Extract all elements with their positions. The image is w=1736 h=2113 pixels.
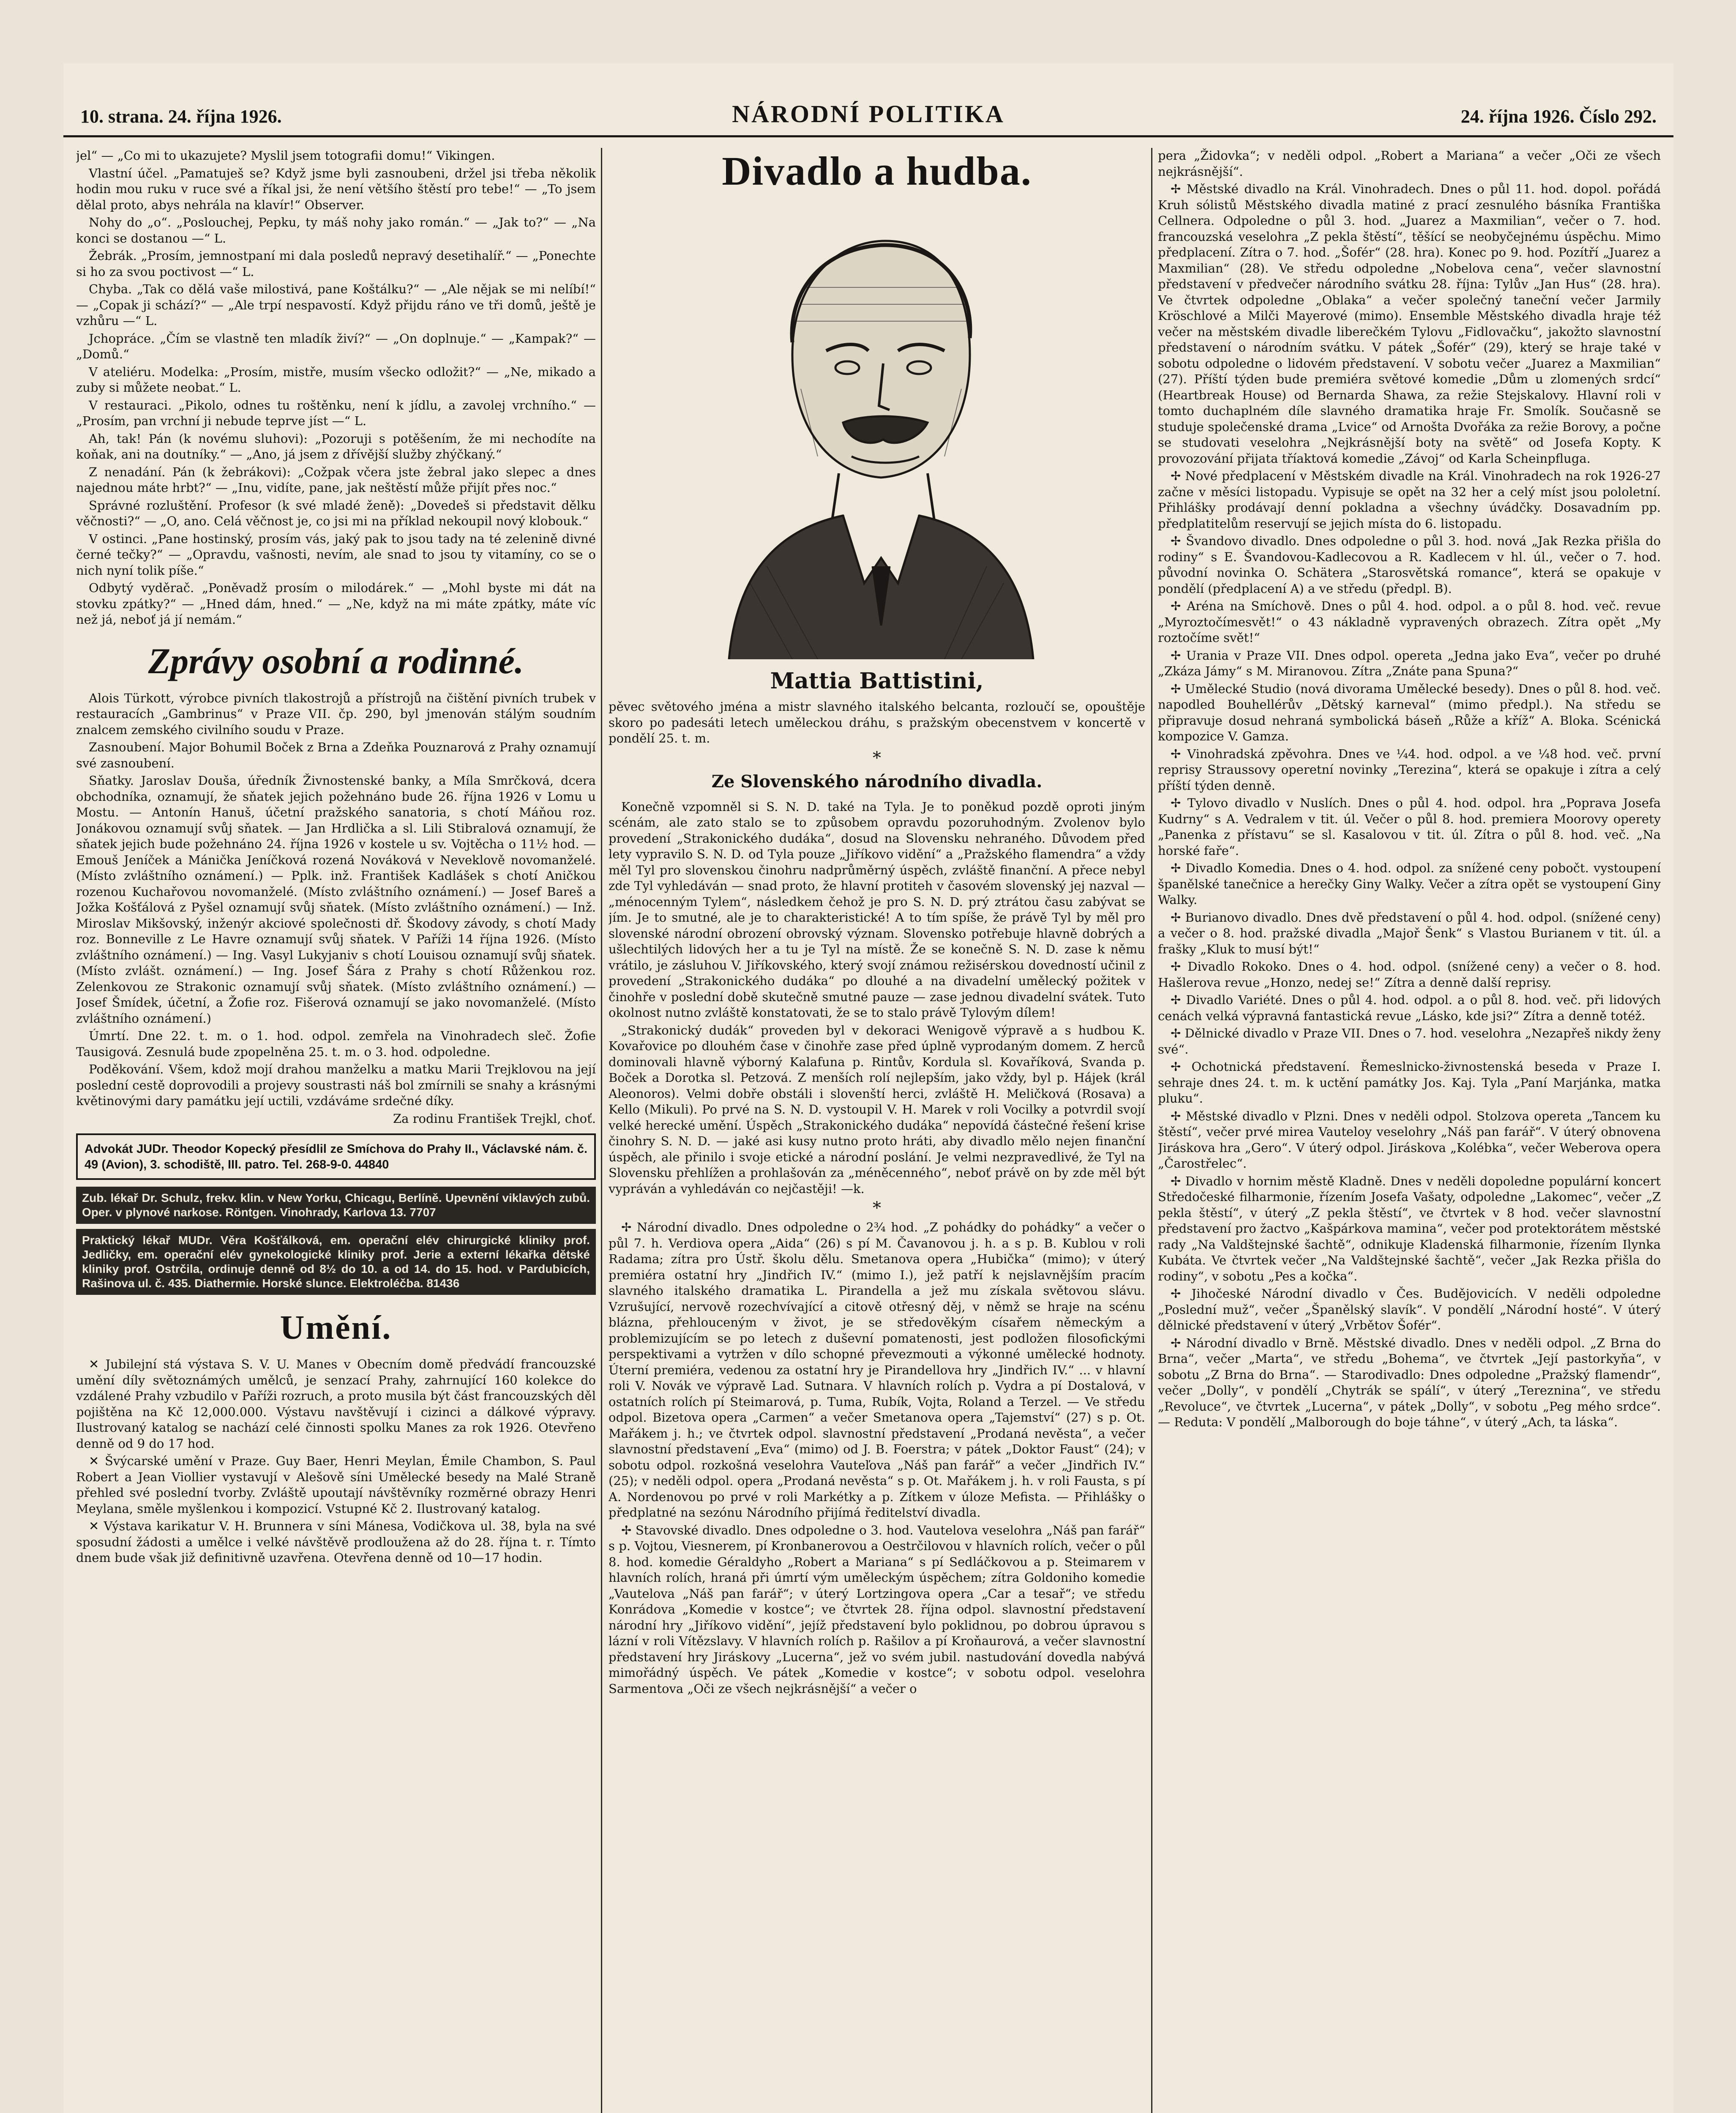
theatre-paragraph: ✢ Nové předplacení v Městském divadle na Král. Vinohradech na rok 1926-27 začne v měsíci listopadu. Vypisuje se opět na 32 her a celý míst jsou pololetní. Přihlášky prodávají denní pokladna a všechny úvádčky. Dosavadním pp. předplatitelům reservují se jejich místa do 6. listopadu. — [1158, 469, 1661, 531]
theatre-paragraph: ✢ Umělecké Studio (nová divorama Umělecké besedy). Dnes o půl 8. hod. več. napodled Bouhellérův „Dětský karneval“ (mimo předpl.). Na středu se připravuje dosud nehraná symbolická báseň „Růže a kříž“ A. Bloka. Scénická kompozice V. Gamza. — [1158, 681, 1661, 743]
theatre-paragraph: ✢ Tylovo divadlo v Nuslích. Dnes o půl 4. hod. odpol. hra „Poprava Josefa Kudrny“ s A. Vedralem v tit. úl. Večer o půl 8. hod. premiera Moorovy operety „Panenka z přístavu“ se sl. Kasalovou v tit. úl. Zítra o půl 8. hod. več. „Na horské faře“. — [1158, 796, 1661, 858]
theatre-paragraph: ✢ Národní divadlo. Dnes odpoledne o 2¾ hod. „Z pohádky do pohádky“ a večer o půl 7. h. Verdiova opera „Aida“ (26) s pí M. Čavanovou j. h. a s p. B. Kublou v roli Radama; zítra pro Ústř. školu dělu. Smetanova opera „Hubička“ (mimo); v úterý premiéra ostatní hry „Jindřich IV.“ (mimo I.), jež patří k nejslavnějším pracím slavného italského dramatika L. Pirandella a jež mu získala světovou slávu. Vzrušující, nervově rozechvívající a citově otřesný děj, v němž se hraje na scénu blázna, přehlouceným v život, je se středověkým císařem německým a problemizujícím se po letech z duševní pomatenosti, jest podložen filosofickými perspektivami a vytržen v dílo schopné převezmouti a výkonné umělecké hodnoty. Úterní premiéra, vedenou za ostatní hry je Pirandellova hry „Jindřich IV.“ ... v hlavní roli V. Novák ve výpravě Lad. Sutnara. V hlavních rolích p. Vydra a pí Dostalová, v ostatních rolích pí Steimarová, p. Tuma, Rubík, Vojta, Roland a Terzel. — Ve středu odpol. Bizetova opera „Carmen“ a večer Smetanova opera „Tajemství“ (27) s p. Ot. Mařákem j. h.; ve čtvrtek odpol. slavnostní představení „Prodaná nevěsta“, a večer slavnostní představení „Eva“ (mimo) od J. B. Foerstra; v pátek „Doktor Faust“ (24); v sobotu odpol. rozkošná veselohra Vauteľova „Náš pan farář“ a večer „Jindřich IV.“ (25); v neděli odpol. opera „Prodaná nevěsta“ s p. Ot. Mařákem j. h. v roli Fausta, s pí A. Nordenovou po prvé v roli Markétky a p. Zítkem v úloze Mefista. — Přihlášky o předplatné na sezónu Národního přijímá ředitelství divadla. — [609, 1220, 1145, 1520]
section-title-personal-news: Zprávy osobní a rodinné. — [148, 640, 524, 681]
column-rule — [1151, 148, 1152, 2113]
joke-paragraph: Z nenadání. Pán (k žebrákovi): „Cožpak včera jste žebral jako slepec a dnes najednou máte hrbt?“ — „Inu, vidíte, pane, jak neštěstí může přijít přes noc.“ — [76, 464, 596, 495]
theatre-paragraph: ✢ Ochotnická představení. Řemeslnicko-živnostenská beseda v Praze I. sehraje dnes 24. t. m. k uctění památky Jos. Kaj. Tyla „Paní Marjánka, matka pluku“. — [1158, 1059, 1661, 1106]
joke-paragraph: jel“ — „Co mi to ukazujete? Myslil jsem totografii domu!“ Vikingen. — [76, 148, 495, 163]
section-separator: * — [873, 1198, 881, 1218]
family-notice: Zasnoubení. Major Bohumil Boček z Brna a Zdeňka Pouznarová z Prahy oznamují své zasnoubení. — [76, 740, 596, 770]
family-notice: Poděkování. Všem, kdož mojí drahou manželku a matku Marii Trejklovou na její poslední cestě doprovodili a projevy soustrasti náš bol zmírnili se snahy a krásnými květinovými dary památku její uctili, vzdáváme srdečné díky. — [76, 1062, 596, 1108]
joke-paragraph: Nohy do „o“. „Poslouchej, Pepku, ty máš nohy jako román.“ — „Jak to?“ — „Na konci se dostanou —“ L. — [76, 215, 596, 246]
theatre-paragraph: ✢ Divadlo Komedia. Dnes o 4. hod. odpol. za snížené ceny pobočt. vystoupení španělské tanečnice a herečky Giny Walky. Večer a zítra opět se vystoupení Giny Walky. — [1158, 861, 1661, 907]
theatre-paragraph: ✢ Dělnické divadlo v Praze VII. Dnes o 7. hod. veselohra „Nezapřeš nikdy ženy své“. — [1158, 1026, 1661, 1056]
theatre-paragraph: Konečně vzpomněl si S. N. D. také na Tyla. Je to poněkud pozdě oproti jiným scénám, ale zato stalo se to způsobem opravdu pozoruhodným. Zvolenov bylo provedení „Strakonického dudáka“, dosud na Slovensku nehraného. Důvodem před lety vypravilo S. N. D. od Tyla pouze „Jiříkovo vidění“ a „Pražského flamendra“ a vždy měl Tyl pro slovenskou činohru nadprůměrný úspěch, zvláště finanční. A přece nebyl zde Tyl vyhledáván — snad proto, že hlavní protiteh v časovém slovenský jej nazval — „ménocenným Tylem“, následkem čehož je pro S. N. D. prý ztrátou času zabývat se jím. Je to smutné, ale je to charakteristické! A to tím spíše, že právě Tyl by měl pro slovenské národní obrození obrovský význam. Slovensko potřebuje hlavně dobrých a ušlechtilých lidových her a tu je Tyl na místě. Že se konečně S. N. D. zase k němu vrátilo, je zásluhou V. Jiříkovského, který svojí známou režisérskou dovedností učinil z provedení „Strakonického dudáka“ po dlouhé a na divadelní umělecký požitek v činohře v poslední době skutečně smutné pauze — zase jednou divadelní svátek. Tuto okolnost nutno zvláště konstatovati, že se to stalo právě Tylovým dílem! — [609, 799, 1145, 1020]
section-title-art: Umění. — [280, 1309, 392, 1346]
theatre-paragraph: ✢ Divadlo v hornim městě Kladně. Dnes v neděli dopoledne populární koncert Středočeské filharmonie, řízením Josefa Vašaty, odpoledne „Lakomec“, večer „Z pekla štěstí“, v úterý „Z pekla štěstí“, ve čtvrtek v 8 hod. večer slavnostní představení pro žactvo „Kašpárkova mamina“, večer pod protektorátem městské rady „Na Valdštejnské šachtě“, odnikuje Kladenská filharmonie, řízením Ilynka Kubáta. Ve čtvrtek večer „Na Valdštejnské šachtě“, večer „Jak Rezka přišla do rodiny“, v sobotu „Pes a kočka“. — [1158, 1174, 1661, 1283]
header-page-date: 10. strana. 24. října 1926. — [80, 106, 282, 127]
family-signature: Za rodinu František Trejkl, choť. — [393, 1111, 596, 1126]
portrait-description: pěvec světového jména a mistr slavného italského belcanta, rozloučí se, opouštěje skoro po padesáti letech uměleckou dráhu, s pražským obecenstvem v koncertě v pondělí 25. t. m. — [609, 699, 1145, 745]
newspaper-masthead: NÁRODNÍ POLITIKA — [732, 100, 1005, 128]
column-rule — [601, 148, 602, 2113]
section-separator: * — [873, 748, 881, 768]
joke-paragraph: Vlastní účel. „Pamatuješ se? Když jsme byli zasnoubeni, držel jsi třeba několik hodin mou ruku v ruce své a říkal jsi, že není většího štěstí pro tebe!“ — „To jsem dělal proto, abys nehrála na klavír!“ Observer. — [76, 166, 596, 212]
art-paragraph: ✕ Švýcarské umění v Praze. Guy Baer, Henri Meylan, Émile Chambon, S. Paul Robert a Jean Viollier vystavují v Alešově síni Umělecké besedy na Malé Straně přehled své poslední tvorby. Zvláště upoutají návštěvníky rozměrné obrazy Henri Meylana, směle myšlenkou i kompozicí. Vstupné Kč 2. Ilustrovaný katalog. — [76, 1454, 596, 1516]
ad-lawyer-text: Advokát JUDr. Theodor Kopecký přesídlil ze Smíchova do Prahy II., Václavské nám. č. 49 (Avion), 3. schodiště, III. patro. Tel. 268-9-0. 44840 — [85, 1142, 587, 1171]
section-title-theatre: Divadlo a hudba. — [722, 148, 1032, 194]
family-notice: Sňatky. Jaroslav Douša, úředník Živnostenské banky, a Míla Smrčková, dcera obchodníka, oznamují, že sňatek jejich požehnáno bude 26. října 1926 v Lomu u Mostu. — Antonín Hanuš, účetní pražského sanatoria, s chotí Máňou roz. Jonákovou oznamují svůj sňatek. — Jan Hrdlička a sl. Lili Stibralová oznamují, že sňatek jejich bude požehnáno 24. října 1926 v kostele u sv. Vojtěcha o 11½ hod. — Emouš Jeníček a Mánička Jeníčková rozená Nováková v Neveklově novomanželé. (Místo zvláštního oznámení.) — Pplk. inž. František Kadlášek s chotí Aničkou rozenou Kuchařovou novomanželé. (Místo zvláštního oznámení.) — Josef Bareš a Jožka Košťálová z Pyšel oznamují svůj sňatek. (Místo zvláštního oznámení.) — Inž. Miroslav Mikšovský, inženýr akciové společnosti dř. Škodovy závody, s chotí Mady roz. Bonneville z Le Havre oznamují svůj sňatek. V Paříži 14 října 1926. (Místo zvláštního oznámení.) — Ing. Vasyl Lukyjaniv s chotí Louisou oznamují svůj sňatek. (Místo zvlášt. oznámení.) — Ing. Josef Šára z Prahy s chotí Růženkou roz. Zelenkovou ze Strakonic oznamují svůj sňatek. (Místo zvláštního oznámení.) — Josef Šmídek, účetní, a Žofie roz. Fišerová oznamují se jako novomanželé. (Místo zvláštního oznámení.) — [76, 773, 596, 1026]
joke-paragraph: Ah, tak! Pán (k novému sluhovi): „Pozoruji s potěšením, že mi nechodíte na koňak, ani na doutníky.“ — „Ano, já jsem z dřívější služby zhýčkaný.“ — [76, 431, 596, 461]
ad-lawyer — [76, 1133, 596, 1180]
joke-paragraph: Správné rozluštění. Profesor (k své mladé ženě): „Dovedeš si představit dělku věčnosti?“ — „O, ano. Celá věčnost je, co jsi mi na příklad nekoupil nový klobouk.“ — [76, 498, 596, 528]
joke-paragraph: Odbytý vyděrač. „Poněvadž prosím o milodárek.“ — „Mohl byste mi dát na stovku zpátky?“ — „Hned dám, hned.“ — „Ne, když na mi máte zpátky, máte víc než já, neboť já jí nemám.“ — [76, 581, 596, 627]
ad-doctor: Praktický lékař MUDr. Věra Košťálková, em. operační elév chirurgické kliniky prof. Jedličky, em. operační elév gynekologické kliniky prof. Jerie a externí lékařka dětské kliniky prof. Ostrčila, ordinuje denně od 8½ do 10. a od 14. do 15. hod. v Pardubicích, Rašinova ul. č. 435. Diathermie. Horské slunce. Elektroléčba. 81436 — [76, 1229, 596, 1295]
theatre-paragraph: ✢ Urania v Praze VII. Dnes odpol. opereta „Jedna jako Eva“, večer po druhé „Zkáza Jámy“ s M. Miranovou. Zítra „Znáte pana Spuna?“ — [1158, 648, 1661, 678]
newspaper-page — [63, 63, 1673, 2113]
theatre-paragraph: ✢ Divadlo Rokoko. Dnes o 4. hod. odpol. (snížené ceny) a večer o 8. hod. Hašlerova revue „Honzo, nedej se!“ Zítra a denně další reprisy. — [1158, 959, 1661, 990]
art-paragraph: ✕ Jubilejní stá výstava S. V. U. Manes v Obecním domě předvádí francouzské umění díly světoznámých umělců, je senzací Prahy, zahrnující 160 kolekce do vzdálené Prahy vzbudilo v Paříži rozruch, a proto musila být část francouzských děl pojištěna na Kč 12,000.000. Výstavu navštěvují i cizinci a dálkové výpravy. Ilustrovaný katalog se nachází celé činnosti spolku Manes za rok 1926. Otevřeno denně od 9 do 17 hod. — [76, 1357, 596, 1451]
subsection-title: Ze Slovenského národního divadla. — [711, 771, 1043, 792]
column-middle — [609, 148, 1145, 2113]
joke-paragraph: V ateliéru. Modelka: „Prosím, mistře, musím všecko odložit?“ — „Ne, mikado a zuby si můžete neobat.“ L. — [76, 364, 596, 395]
theatre-paragraph: ✢ Vinohradská zpěvohra. Dnes ve ¼4. hod. odpol. a ve ¼8 hod. več. první reprisy Straussovy operetní novinky „Terezina“, která se opakuje i zítra a celý příští týden denně. — [1158, 746, 1661, 793]
column-left — [76, 148, 596, 2113]
family-notice: Úmrtí. Dne 22. t. m. o 1. hod. odpol. zemřela na Vinohradech sleč. Žofie Tausigová. Zesnulá bude zpopelněna 25. t. m. o 3. hod. odpoledne. — [76, 1029, 596, 1059]
theatre-paragraph: ✢ Stavovské divadlo. Dnes odpoledne o 3. hod. Vautelova veselohra „Náš pan farář“ s p. Vojtou, Viesnerem, pí Kronbanerovou a Oestrčilovou v hlavních rolích, večer o půl 8. hod. komedie Géraldyho „Robert a Mariana“ s pí Sedláčkovou a p. Steimarem v hlavních rolích, hraná při úmrtí vým uměleckým úspěchem; zítra Goldoniho komedie „Vautelova „Náš pan farář“; v úterý Lortzingova opera „Car a tesař“; ve středu Konrádova „Komedie v kostce“; ve čtvrtek 28. října odpol. slavnostní představení národní hry „Jiříkovo vidění“, jejíž představení bylo poklidnou, po dobrou úpravou s lázní v roli Vítězslavy. V hlavních rolích p. Rašilov a pí Kroňaurová, a večer slavnostní představení hry Jiráskovy „Lucerna“, jež vo svém jubil. nastudování dovedla nabývá mimořádný úspěch. Ve pátek „Komedie v kostce“; v sobotu odpol. veselohra Sarmentova „Oči ze všech nejkrásnější“ a večer o — [609, 1523, 1145, 1696]
joke-paragraph: V ostinci. „Pane hostinský, prosím vás, jaký pak to jsou tady na té zelenině divné černé tečky?“ — „Opravdu, vašnosti, nevím, ale snad to jsou ty vitamíny, co se o nich nyní tolik píše.“ — [76, 531, 596, 578]
theatre-paragraph: pera „Židovka“; v neděli odpol. „Robert a Mariana“ a večer „Oči ze všech nejkrásnější“. — [1158, 148, 1661, 179]
theatre-paragraph: ✢ Městské divadlo na Král. Vinohradech. Dnes o půl 11. hod. dopol. pořádá Kruh sólistů Městského divadla matiné z prací zesnulého básníka Františka Cellnera. Odpoledne o půl 3. hod. „Juarez a Maxmilian“, večer o 7. hod. francouzská veselohra „Z pekla štěstí“, těšící se neobyčejnému úspěchu. Mimo předplacení. Zítra o 7. hod. „Šofér“ (28. hra). Konec po 9. hod. Pozítří „Juarez a Maxmilian“ (28). Ve středu odpoledne „Nobelova cena“, večer slavnostní představení v předvečer národního svátku 28. října: Tylův „Jan Hus“ (28. hra). Ve čtvrtek odpoledne „Oblaka“ a večer společný taneční večer Jarmily Kröschlové a Milči Mayerové (mimo). Ensemble Městského divadla hraje též večer na městském divadle liberečkém Tylovu „Fidlovačku“, jakožto slavnostní představení o národním svátku. V pátek „Šofér“ (29), který se hraje také v sobotu odpoledne o lidovém představení. V sobotu večer „Juarez a Maxmilian“ (27). Příští týden bude premiéra světové komedie „Dům u zlomených srdcí“ (Heartbreak House) od Bernarda Shawa, za režie Stejskalovy. Hlavní roli v tomto duchaplném díle slavného dramatika hraje Fr. Smolík. Současně se studuje společenské drama „Lvice“ od Arnošta Dvořáka za režie Borovy, a počne se studovati veselohra „Nejkrásnější boty na světě“ od Josefa Kopty. K provozování přijata tříaktová komedie „Závoj“ od Karla Scheinpfluga. — [1158, 182, 1661, 466]
theatre-paragraph: ✢ Aréna na Smíchově. Dnes o půl 4. hod. odpol. a o půl 8. hod. več. revue „Myroztočímesvět!“ o 43 nákladně vypravených obrazech. Zítra opět „My roztočíme svět!“ — [1158, 599, 1661, 645]
page-header — [63, 89, 1673, 137]
ad-dentist: Zub. lékař Dr. Schulz, frekv. klin. v New Yorku, Chicagu, Berlíně. Upevnění viklavých zubů. Oper. v plynové narkose. Röntgen. Vinohrady, Karlova 13. 7707 — [76, 1187, 596, 1224]
joke-paragraph: Chyba. „Tak co dělá vaše milostivá, pane Koštálku?“ — „Ale nějak se mi nelíbí!“ — „Copak ji schází?“ — „Ale trpí nespavostí. Když přijdu ráno ve tři domů, ještě je vzhůru —“ L. — [76, 282, 596, 328]
column-right — [1158, 148, 1661, 2113]
theatre-paragraph: ✢ Městské divadlo v Plzni. Dnes v neděli odpol. Stolzova opereta „Tancem ku štěstí“, večer prvé mirea Vauteloy veselohry „Náš pan farář“. V úterý obnovena Jiráskova hra „Gero“. V úterý odpol. Jiráskova „Kolébka“, večer Weberova opera „Čarostřelec“. — [1158, 1108, 1661, 1171]
theatre-paragraph: ✢ Jihočeské Národní divadlo v Čes. Budějovicích. V neděli odpoledne „Poslední muž“, večer „Španělský slavík“. V pondělí „Národní hosté“. V úterý dělnické představení v úterý „Vrbětov Šofér“. — [1158, 1286, 1661, 1332]
art-paragraph: ✕ Výstava karikatur V. H. Brunnera v síni Mánesa, Vodičkova ul. 38, byla na své sposudní žádosti a umělce i velké návštěvě prodloužena až do 28. října t. r. Tímto dnem bude však již definitivně uzavřena. Otevřena denně od 10—17 hodin. — [76, 1519, 596, 1565]
joke-paragraph: V restauraci. „Pikolo, odnes tu roštěnku, není k jídlu, a zavolej vrchního.“ — „Prosím, pan vrchní ji nebude teprve jíst —“ L. — [76, 398, 596, 428]
theatre-paragraph: ✢ Divadlo Variété. Dnes o půl 4. hod. odpol. a o půl 8. hod. več. při lidových cenách velká výpravná fantastická revue „Lásko, kde jsi?“ Zítra a denně totéž. — [1158, 993, 1661, 1023]
portrait-illustration — [666, 203, 1088, 659]
joke-paragraph: Jchopráce. „Čím se vlastně ten mladík živí?“ — „On doplnuje.“ — „Kampak?“ — „Domů.“ — [76, 331, 596, 361]
theatre-paragraph: ✢ Národní divadlo v Brně. Městské divadlo. Dnes v neděli odpol. „Z Brna do Brna“, večer „Marta“, ve středu „Bohema“, ve čtvrtek „Její pastorkyňa“, v sobotu „Z Brna do Brna“. — Starodivadlo: Dnes odpoledne „Pražský flamendr“, večer „Dolly“, v pondělí „Chytrák se spálí“, v úterý „Tereznina“, ve středu „Revoluce“, ve čtvrtek „Lucerna“, v pátek „Dolly“, v sobotu „Peg mého srdce“. — Reduta: V pondělí „Malborough do boje táhne“, v úterý „Ach, ta láska“. — [1158, 1335, 1661, 1429]
header-issue-number: 24. října 1926. Číslo 292. — [1460, 106, 1657, 127]
joke-paragraph: Žebrák. „Prosím, jemnostpaní mi dala posledů nepravý desetihalíř.“ — „Ponechte si ho za svou poctivost —“ L. — [76, 248, 596, 279]
theatre-paragraph: ✢ Švandovo divadlo. Dnes odpoledne o půl 3. hod. nová „Jak Rezka přišla do rodiny“ s E. Švandovou-Kadlecovou a R. Kadlecem v hl. úl., večer o 7. hod. původní novinka O. Schätera „Starosvětská romance“, která se opakuje v pondělí (předplacení A) a ve středu (předpl. B). — [1158, 534, 1661, 596]
theatre-paragraph: ✢ Burianovo divadlo. Dnes dvě představení o půl 4. hod. odpol. (snížené ceny) a večer o 8. hod. pražské divadla „Majoř Šenk“ s Vlastou Burianem v tit. úl. a frašky „Kluk to musí být!“ — [1158, 910, 1661, 956]
portrait-caption: Mattia Battistini, — [770, 668, 984, 694]
theatre-paragraph: „Strakonický dudák“ proveden byl v dekoraci Wenigově výpravě a s hudbou K. Kovařovice po dlouhém čase v činohře zase před úplně vyprodaným domem. Z herců dominovali hlavně výborný Kalafuna p. Rintův, Kordula sl. Kovaříková, Svanda p. Boček a Dorotka sl. Petzová. Z menších rolí nejlepším, jako vždy, byl p. Hájek (král Aleonoros). Velmi dobře obstáli i slovenští herci, zvláště H. Meličková (Rosava) a Kello (Mikuli). Po prvé na S. N. D. vystoupil V. H. Marek v roli Vocilky a potvrdil svojí velké herecké umění. Úspěch „Strakonického dudáka“ nepovídá částečné řešení krise činohry S. N. D. — jaké asi kusy nutno proto hráti, aby divadlo mělo nejen finanční úspěch, ale přinilo i svoje etické a národní poslání. Je velmi nezpravedlivé, že Tyl na Slovensku přehlížen a prohlašován za „méněcenného“, neboť právě on by zde měl být vypráván a vyhledáván co nejčastěji! —k. — [609, 1023, 1145, 1196]
family-notice: Alois Türkott, výrobce pivních tlakostrojů a přístrojů na čištění pivních trubek v restauracích „Gambrinus“ v Praze VII. čp. 290, byl jmenován stálým soudním znalcem zemského civilního soudu v Praze. — [76, 691, 596, 737]
